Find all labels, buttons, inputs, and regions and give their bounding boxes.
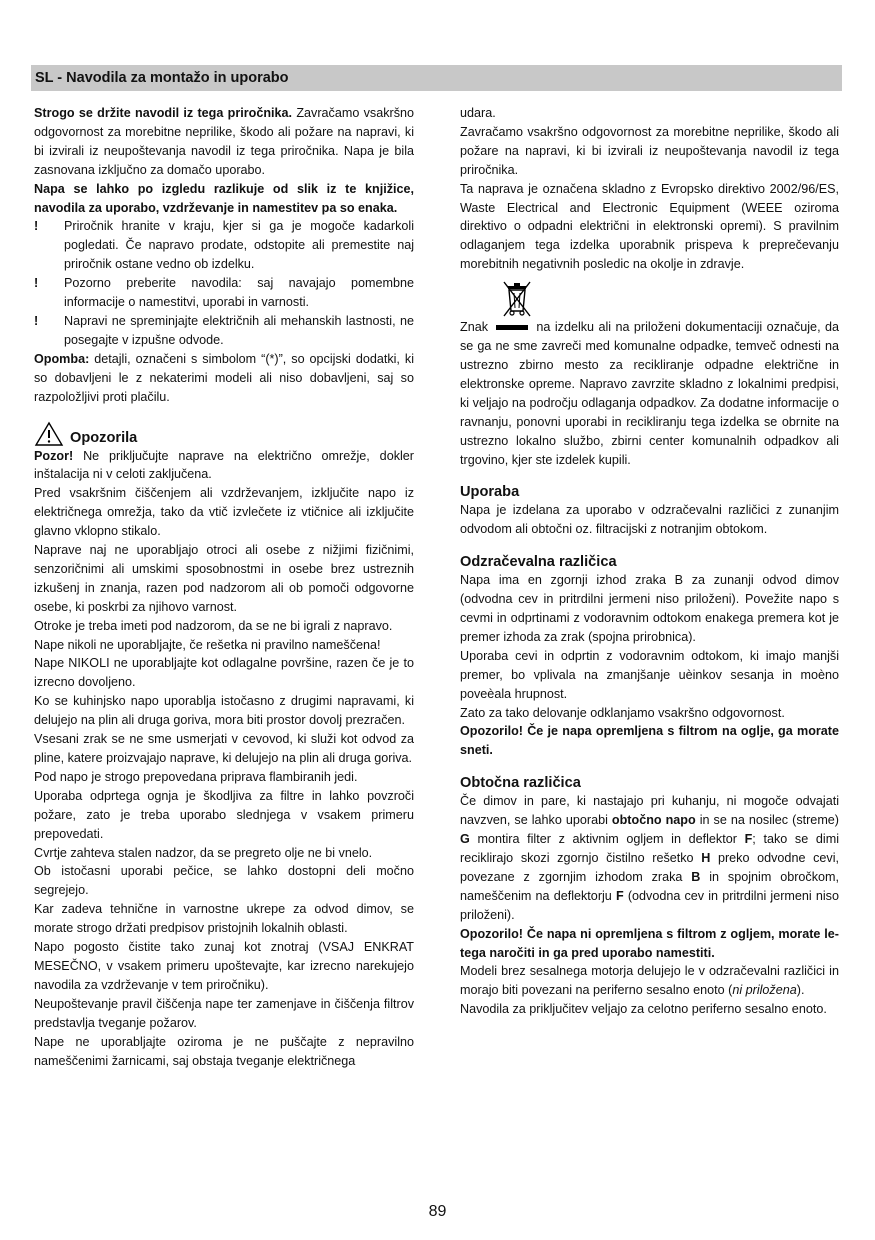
obtocna-text: ; tako se dimi reciklirajo skozi zgornjo čistilno rešetko xyxy=(460,832,839,865)
warnings-heading xyxy=(34,421,414,447)
section-heading-odzracevalna: Odzračevalna različica xyxy=(460,554,617,571)
warning-paragraph: Napo pogosto čistite tako zunaj kot znotraj (VSAJ ENKRAT MESEČNO, v vsakem primeru upoštevajte, kar izrecno narekujejo navodila za vzdrževanje v tem priročniku). xyxy=(34,940,414,992)
differ-paragraph xyxy=(34,180,414,218)
warning-paragraph: Nape ne uporabljajte oziroma je ne puščajte z nepravilno nameščenimi žarnicami, saj obstaja tveganje električnega xyxy=(34,1034,414,1068)
section-heading-uporaba: Uporaba xyxy=(460,484,520,501)
obtocna-paragraph xyxy=(460,792,839,924)
odzracevalna-warning xyxy=(460,722,839,760)
obtocna-paragraph: Navodila za priključitev veljajo za celotno periferno sesalno enoto. xyxy=(460,1002,827,1017)
warning-paragraph: Otroke je treba imeti pod nadzorom, da se ne bi igrali z napravo. xyxy=(34,618,393,633)
obtocna-text: in se na nosilec (streme) xyxy=(695,813,840,828)
warning-paragraph: Naprave naj ne uporabljajo otroci ali osebe z nižjimi fizičnimi, senzoričnimi ali umskimi sposobnostmi in osebe brez ustreznih izkušenj in znanja, razen pod nadzorom ali ob pomoči odgovorne osebe, ki poskrbi za njihovo varnost. xyxy=(34,543,414,614)
znak-paragraph xyxy=(460,318,839,469)
warning-paragraph: Ob istočasni uporabi pečice, se lahko dostopni deli močno segrejejo. xyxy=(34,864,414,898)
obtocna-bold: obtočno napo xyxy=(611,813,696,828)
warning-paragraph: Kar zadeva tehnične in varnostne ukrepe za odvod dimov, se morate strogo držati predpisov pristojnih lokalnih oblasti. xyxy=(34,902,414,936)
bullet-text: Pozorno preberite navodila: saj navajajo pomembne informacije o namestitvi, uporabi in varnosti. xyxy=(64,276,414,310)
label-b: B xyxy=(691,869,701,884)
warnings-title: Opozorila xyxy=(70,429,138,446)
label-f: F xyxy=(744,832,753,847)
obtocna-warning-bold: Opozorilo! Če napa ni opremljena s filtrom z ogljem, morate le-tega naročiti in ga pred uporabo namestiti. xyxy=(460,926,839,960)
obtocna-warning xyxy=(460,925,839,963)
bullet-mark: ! xyxy=(34,219,39,234)
continued-text: udara. xyxy=(460,106,496,120)
crossed-bin-icon xyxy=(500,278,536,318)
label-h: H xyxy=(701,851,711,865)
black-bar-icon xyxy=(496,325,528,330)
obtocna-text: Modeli brez sesalnega motorja delujejo le v odzračevalni različici in morajo biti povezani na periferno sesalno enoto ( xyxy=(460,964,839,998)
page-title: SL - Navodila za montažo in uporabo xyxy=(31,65,842,91)
bullet-item xyxy=(34,274,414,312)
obtocna-text: (odvodna cev in pritrdilni jermeni niso priloženi). xyxy=(460,888,839,922)
obtocna-text: in spojnim obročkom, nameščenim na deflektorju xyxy=(460,869,839,903)
warning-paragraph: Nape NIKOLI ne uporabljajte kot odlagalne površine, razen če je to izrecno dovoljeno. xyxy=(34,656,414,690)
left-column xyxy=(34,104,414,1070)
intro-text: Zavračamo vsakršno odgovornost za morebitne neprilike, škodo ali požare na napravi, ki bi izvirali iz neupoštevanja navodil iz tega priročnika. Napa je bila zasnovana izključno za domačo uporabo. xyxy=(34,106,414,177)
differ-bold: Napa se lahko po izgledu razlikuje od slik iz te knjižice, navodila za uporabo, vzdrževanje in namestitev pa so enaka. xyxy=(34,181,414,215)
odzracevalna-paragraph: Zato za tako delovanje odklanjamo vsakršno odgovornost. xyxy=(460,705,785,720)
obtocna-paragraph xyxy=(460,962,839,1000)
warning-paragraph: Uporaba odprtega ognja je škodljiva za filtre in lahko povzroči požare, zato je treba uporabo slednjega v vsakem primeru prepovedati. xyxy=(34,788,414,841)
warning-paragraph: Ko se kuhinjsko napo uporablja istočasno z drugimi napravami, ki delujejo na plin ali druga goriva, mora biti prostor dovolj prezračen. xyxy=(34,694,414,728)
right-column xyxy=(460,104,839,1019)
liability-paragraph: Zavračamo vsakršno odgovornost za morebitne neprilike, škodo ali požare na napravi, ki bi izvirali iz neupoštevanja navodil iz tega priročnika. xyxy=(460,124,839,177)
warning-paragraph xyxy=(34,447,414,485)
obtocna-italic: ni priložena xyxy=(732,983,797,998)
note-text: detajli, označeni s simbolom “(*)”, so opcijski dodatki, ki so dobavljeni le z nekaterimi modeli ali niso dobavljeni, saj so razpoložljivi proti plačilu. xyxy=(34,351,414,404)
warning-paragraph: Vsesani zrak se ne sme usmerjati v cevovod, ki služi kot odvod za pline, katere proizvajajo naprave, ki delujejo na plin ali druga goriva. xyxy=(34,732,414,765)
warning-paragraph: Cvrtje zahteva stalen nadzor, da se pregreto olje ne bi vnelo. xyxy=(34,845,373,860)
weee-symbol xyxy=(460,278,839,318)
label-g: G xyxy=(460,832,470,847)
bullet-mark: ! xyxy=(34,276,39,291)
bullet-item xyxy=(34,217,414,274)
note-paragraph xyxy=(34,350,414,407)
odzracevalna-paragraph: Napa ima en zgornji izhod zraka B za zunanji odvod dimov (odvodna cev in pritrdilni jermeni niso priloženi). Povežite napo s cevmi in odprtinami z vodoravnim odtokom enakega premera kot je premer izhoda za zrak (spojna prirobnica). xyxy=(460,573,839,644)
odzracevalna-bold: Opozorilo! Če je napa opremljena s filtrom na oglje, ga morate sneti. xyxy=(460,724,839,758)
warning-text: Ne priključujte naprave na električno omrežje, dokler inštalacija ni v celoti zaključena. xyxy=(34,448,414,482)
section-heading-obtocna: Obtočna različica xyxy=(460,775,581,792)
warning-paragraph: Pred vsakršnim čiščenjem ali vzdrževanjem, izključite napo iz električnega omrežja, tako da vtič izvlečete iz vtičnice ali izključite glavno vklopno stikalo. xyxy=(34,486,414,539)
warning-paragraph: Nape nikoli ne uporabljajte, če rešetka ni pravilno nameščena! xyxy=(34,637,381,652)
warning-paragraph: Pod napo je strogo prepovedana priprava flambiranih jedi. xyxy=(34,769,358,784)
bullet-text: Priročnik hranite v kraju, kjer si ga je mogoče kadarkoli pogledati. Če napravo prodate, odstopite ali premestite naj priročnik ostane vedno ob izdelku. xyxy=(64,219,414,272)
bullet-mark: ! xyxy=(34,313,39,328)
intro-paragraph xyxy=(34,104,414,180)
bullet-item xyxy=(34,312,414,350)
bullet-text: Napravi ne spreminjajte električnih ali mehanskih lastnosti, ne posegajte v izpušne odvode. xyxy=(64,313,414,347)
warning-triangle-icon xyxy=(34,421,64,447)
obtocna-text: Če dimov in pare, ki nastajajo pri kuhanju, ni mogoče odvajati navzven, se lahko uporabi xyxy=(460,794,839,828)
warning-paragraph: Neupoštevanje pravil čiščenja nape ter zamenjave in čiščenja filtrov predstavlja tveganje požarov. xyxy=(34,996,414,1030)
obtocna-text: ). xyxy=(796,983,805,998)
obtocna-text: montira filter z aktivnim ogljem in deflektor xyxy=(469,832,745,847)
label-f: F xyxy=(615,888,624,903)
uporaba-paragraph: Napa je izdelana za uporabo v odzračevalni različici z zunanjim odvodom ali obtočni oz. filtracijski z notranjim obtokom. xyxy=(460,503,839,537)
obtocna-text: preko odvodne cevi, povezane z zgornjim izhodom zraka xyxy=(460,851,839,884)
intro-bold: Strogo se držite navodil iz tega priročnika. xyxy=(34,106,293,120)
znak-text: na izdelku ali na priloženi dokumentaciji označuje, da se ga ne sme zavreči med komunalne odpadke, temveč odnesti na ustrezno zbirno mesto za recikliranje odpadne električne in elektronske opreme. Napravo zavrzite skladno z lokalnimi predpisi, ki veljajo na področju odlaganja odpadkov. Za dodatne informacije o ravnanju, ponovni uporabi in recikliranju tega izdelka se obrnite na ustrezno lokalno službo, zbirni center komunalnih odpadkov ali trgovino, kjer ste izdelek kupili. xyxy=(460,320,839,467)
weee-paragraph: Ta naprava je označena skladno z Evropsko direktivo 2002/96/ES, Waste Electrical and Electronic Equipment (WEEE oziroma direktivo o odpadni električni in elektronski opremi). S pravilnim odlaganjem tega izdelka uporabnik prispeva k preprečevanju morebitnih negativnih posledic na okolje in zdravje. xyxy=(460,181,839,272)
znak-word: Znak xyxy=(460,320,488,335)
odzracevalna-paragraph: Uporaba cevi in odprtin z vodoravnim odtokom, ki imajo manjši premer, bo vplivala na zmanjšanje uèinkov sesanja in moèno poveèala hrupnost. xyxy=(460,648,839,701)
page-number: 89 xyxy=(428,1203,447,1220)
warning-bold: Pozor! xyxy=(34,448,74,463)
note-bold: Opomba: xyxy=(34,351,90,366)
